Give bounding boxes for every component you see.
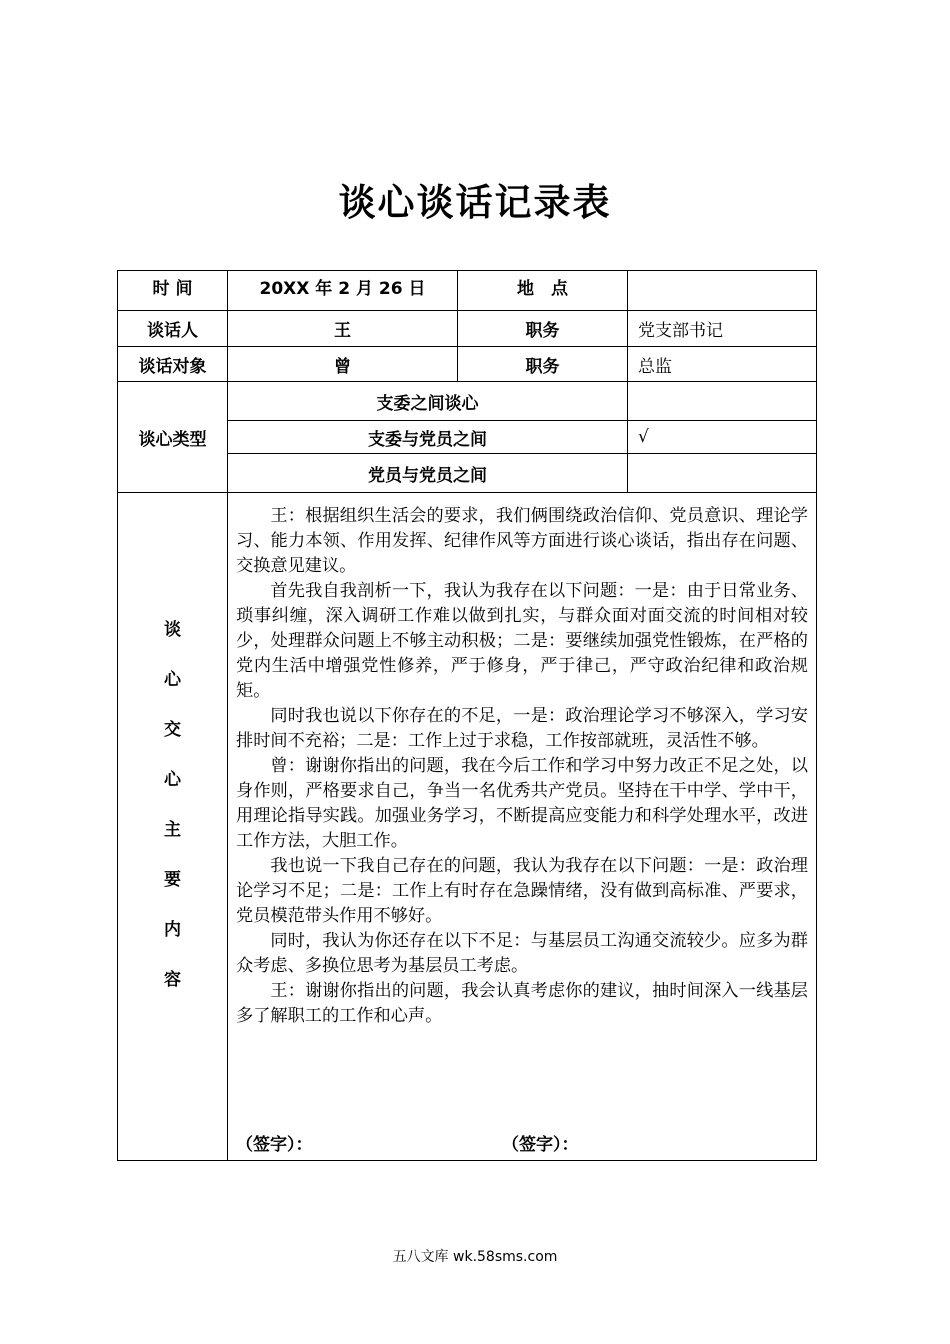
talk-type-mark bbox=[628, 454, 817, 493]
content-paragraph: 王：根据组织生活会的要求，我们俩围绕政治信仰、党员意识、理论学习、能力本领、作用发挥、纪律作风等方面进行谈心谈话，指出存在问题、交换意见建议。 bbox=[236, 506, 808, 576]
content-label bbox=[118, 493, 228, 1161]
content-label-char: 要 bbox=[164, 870, 181, 890]
content-paragraph: 王：谢谢你指出的问题，我会认真考虑你的建议，抽时间深入一线基层多了解职工的工作和心声。 bbox=[236, 981, 808, 1026]
signature-left: （签字）： bbox=[236, 1135, 313, 1155]
content-body bbox=[228, 493, 817, 1161]
place-label: 地 点 bbox=[458, 271, 628, 311]
speaker-post-value: 党支部书记 bbox=[628, 311, 817, 347]
page-title: 谈心谈话记录表 bbox=[338, 180, 612, 224]
row-target bbox=[118, 347, 817, 382]
signature-right: （签字）： bbox=[502, 1135, 579, 1155]
content-label-char: 主 bbox=[164, 820, 181, 840]
talk-type-option: 支委之间谈心 bbox=[228, 382, 628, 421]
target-post-label: 职务 bbox=[458, 347, 628, 382]
row-time bbox=[118, 271, 817, 311]
talk-type-label: 谈心类型 bbox=[118, 382, 228, 493]
talk-type-option: 支委与党员之间 bbox=[228, 421, 628, 454]
content-paragraph: 同时我也说以下你存在的不足，一是：政治理论学习不够深入，学习安排时间不充裕；二是：工作上过于求稳，工作按部就班，灵活性不够。 bbox=[236, 706, 808, 751]
speaker-post-label: 职务 bbox=[458, 311, 628, 347]
row-content bbox=[118, 493, 817, 1161]
footer-watermark: 五八文库 wk.58sms.com bbox=[392, 1249, 558, 1265]
content-paragraph: 曾：谢谢你指出的问题，我在今后工作和学习中努力改正不足之处，以身作则，严格要求自己，争当一名优秀共产党员。坚持在干中学、学中干，用理论指导实践。加强业务学习，不断提高应变能力和科学处理水平，改进工作方法，大胆工作。 bbox=[236, 756, 808, 851]
content-label-char: 交 bbox=[164, 720, 181, 740]
signature-row bbox=[236, 1130, 796, 1160]
talk-type-option: 党员与党员之间 bbox=[228, 454, 628, 493]
content-label-char: 内 bbox=[164, 920, 181, 940]
place-value bbox=[628, 271, 817, 311]
time-label: 时 间 bbox=[118, 271, 228, 311]
speaker-label: 谈话人 bbox=[118, 311, 228, 347]
target-label: 谈话对象 bbox=[118, 347, 228, 382]
time-value: 20XX 年 2 月 26 日 bbox=[228, 271, 458, 311]
content-paragraph: 我也说一下我自己存在的问题，我认为我存在以下问题：一是：政治理论学习不足；二是：工作上有时存在急躁情绪，没有做到高标准、严要求，党员模范带头作用不够好。 bbox=[236, 856, 808, 926]
talk-type-mark: √ bbox=[628, 421, 817, 454]
content-label-char: 心 bbox=[164, 670, 181, 690]
target-post-value: 总监 bbox=[628, 347, 817, 382]
record-table bbox=[117, 270, 817, 1161]
row-type-1 bbox=[118, 382, 817, 421]
row-speaker bbox=[118, 311, 817, 347]
content-label-char: 容 bbox=[164, 970, 181, 990]
content-label-char: 谈 bbox=[164, 620, 181, 640]
target-value: 曾 bbox=[228, 347, 458, 382]
speaker-value: 王 bbox=[228, 311, 458, 347]
content-paragraph: 同时，我认为你还存在以下不足：与基层员工沟通交流较少。应多为群众考虑、多换位思考为基层员工考虑。 bbox=[236, 931, 808, 976]
content-label-char: 心 bbox=[164, 770, 181, 790]
talk-type-mark bbox=[628, 382, 817, 421]
content-paragraph: 首先我自我剖析一下，我认为我存在以下问题：一是：由于日常业务、琐事纠缠，深入调研工作难以做到扎实，与群众面对面交流的时间相对较少，处理群众问题上不够主动积极；二是：要继续加强党性锻炼，在严格的党内生活中增强党性修养，严于修身，严于律己，严守政治纪律和政治规矩。 bbox=[236, 581, 808, 701]
